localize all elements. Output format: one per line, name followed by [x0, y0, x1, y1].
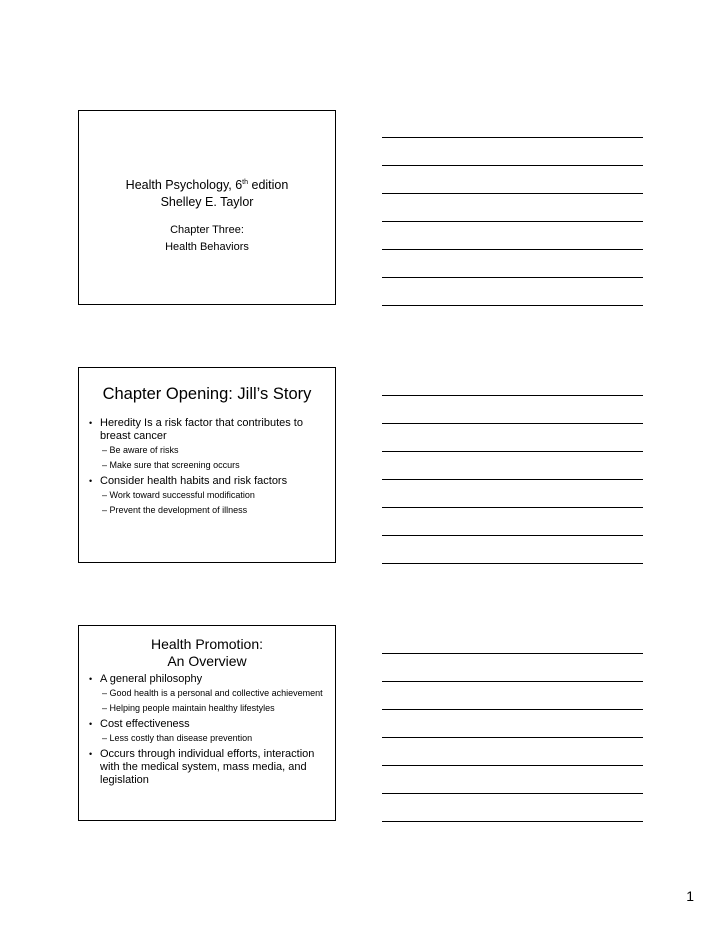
bullet-item: • Consider health habits and risk factors [89, 475, 288, 487]
bullet-item: • Heredity Is a risk factor that contributes to breast cancer [89, 417, 303, 442]
note-line [382, 137, 643, 138]
bullet-item: • Cost effectiveness [89, 718, 190, 730]
note-line [382, 423, 643, 424]
note-line [382, 451, 643, 452]
note-line [382, 479, 643, 480]
note-line [382, 193, 643, 194]
sub-bullet-item: – Be aware of risks [102, 445, 179, 455]
slide-thumbnail-1 [78, 110, 336, 305]
note-line [382, 507, 643, 508]
bullet-icon: • [89, 749, 93, 759]
title-block [79, 177, 335, 211]
dash-icon: – [102, 445, 108, 455]
note-line [382, 395, 643, 396]
sub-bullet-item: – Good health is a personal and collective achievement [102, 688, 323, 698]
slide-heading-line-1: Health Promotion: [150, 636, 264, 652]
note-line [382, 681, 643, 682]
dash-icon: – [102, 688, 108, 698]
bullet-icon: • [89, 719, 93, 729]
note-line [382, 535, 643, 536]
sub-bullet-item: – Helping people maintain healthy lifestyles [102, 703, 275, 713]
note-line [382, 765, 643, 766]
note-line [382, 793, 643, 794]
bullet-icon: • [89, 476, 93, 486]
sub-bullet-item: – Prevent the development of illness [102, 505, 248, 515]
author-name: Shelley E. Taylor [160, 195, 254, 209]
bullet-icon: • [89, 418, 93, 428]
note-line [382, 221, 643, 222]
bullet-item: • A general philosophy [89, 673, 203, 685]
dash-icon: – [102, 490, 108, 500]
note-line [382, 305, 643, 306]
note-line [382, 737, 643, 738]
sub-bullet-item: – Less costly than disease prevention [102, 733, 253, 743]
sub-bullet-item: – Work toward successful modification [102, 490, 255, 500]
note-line [382, 249, 643, 250]
note-line [382, 709, 643, 710]
book-title: Health Psychology, 6th edition [125, 178, 289, 192]
note-line [382, 563, 643, 564]
chapter-number: Chapter Three: [170, 224, 244, 236]
dash-icon: – [102, 505, 108, 515]
slide-thumbnail-2 [78, 367, 336, 563]
slide-thumbnail-3 [78, 625, 336, 821]
note-line [382, 277, 643, 278]
sub-bullet-item: – Make sure that screening occurs [102, 460, 240, 470]
slide-heading-line-2: An Overview [167, 653, 247, 669]
bullet-list [89, 673, 327, 789]
slide-heading: Chapter Opening: Jill’s Story [102, 385, 312, 403]
dash-icon: – [102, 703, 108, 713]
bullet-list [89, 417, 327, 520]
bullet-icon: • [89, 674, 93, 684]
note-line [382, 653, 643, 654]
bullet-item: • Occurs through individual efforts, interaction with the medical system, mass media, and legislation [89, 748, 315, 786]
chapter-block [79, 222, 335, 256]
chapter-title: Health Behaviors [165, 241, 249, 253]
dash-icon: – [102, 733, 108, 743]
dash-icon: – [102, 460, 108, 470]
page-number: 1 [686, 888, 694, 904]
note-line [382, 821, 643, 822]
note-line [382, 165, 643, 166]
